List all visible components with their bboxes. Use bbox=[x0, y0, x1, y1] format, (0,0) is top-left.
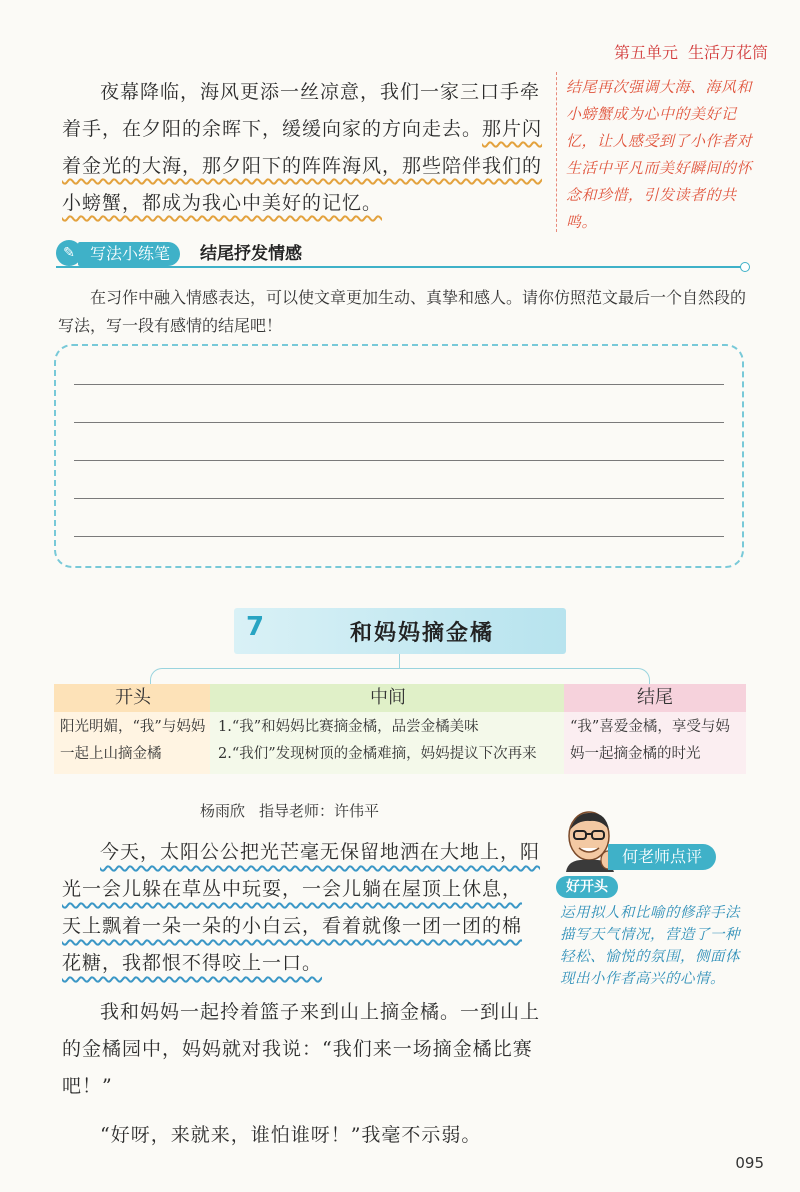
section-rule bbox=[56, 266, 744, 268]
ending-plain-text: 夜幕降临，海风更添一丝凉意，我们一家三口手牵着手，在夕阳的余晖下，缓缓向家的方向走去。 bbox=[62, 81, 541, 140]
writing-line[interactable] bbox=[74, 498, 724, 499]
section-rule-end-dot bbox=[740, 262, 750, 272]
outline-middle-text bbox=[218, 714, 564, 768]
outline-branch bbox=[150, 668, 650, 684]
practice-subtitle: 结尾抒发情感 bbox=[200, 244, 302, 264]
outline-end-text: “我”喜爱金橘，享受与妈妈一起摘金橘的时光 bbox=[570, 719, 730, 762]
outline-middle-header: 中间 bbox=[210, 684, 566, 712]
running-header bbox=[614, 40, 768, 63]
essay-paragraph-opening: 今天，太阳公公把光芒毫无保留地洒在大地上，阳光一会儿躲在草丛中玩耍，一会儿躺在屋顶上休息，天上飘着一朵一朵的小白云，看着就像一团一团的棉花糖，我都恨不得咬上一口。 bbox=[62, 841, 541, 974]
writing-line[interactable] bbox=[74, 536, 724, 537]
outline-connector bbox=[399, 654, 400, 668]
writing-line[interactable] bbox=[74, 422, 724, 423]
ending-highlight-text: 那片闪着金光的大海，那夕阳下的阵阵海风，那些陪伴我们的小螃蟹，都成为我心中美好的记忆。 bbox=[62, 118, 543, 214]
essay-ending-paragraph bbox=[62, 74, 552, 222]
author-line bbox=[200, 800, 379, 821]
essay-number: 7 bbox=[246, 612, 265, 642]
outline-middle-line: 1.“我”和妈妈比赛摘金橘，品尝金橘美味 bbox=[218, 719, 479, 735]
teacher-name: 指导老师：许伟平 bbox=[259, 802, 380, 820]
pen-icon: ✎ bbox=[56, 240, 82, 266]
essay-paragraph: 我和妈妈一起拎着篮子来到山上摘金橘。一到山上的金橘园中，妈妈就对我说：“我们来一场摘金橘比赛吧！” bbox=[62, 1001, 541, 1097]
unit-label: 第五单元 bbox=[613, 43, 678, 62]
outline-end-header: 结尾 bbox=[564, 684, 746, 712]
ending-margin-note: 结尾再次强调大海、海风和小螃蟹成为心中的美好记忆，让人感受到了小作者对生活中平凡而美好瞬间的怀念和珍惜，引发读者的共鸣。 bbox=[566, 78, 753, 231]
writing-box[interactable] bbox=[54, 344, 744, 568]
outline-start-header: 开头 bbox=[54, 684, 212, 712]
essay-title: 和妈妈摘金橘 bbox=[350, 621, 495, 646]
author-name: 杨雨欣 bbox=[200, 802, 246, 820]
writing-line[interactable] bbox=[74, 384, 724, 385]
essay-paragraph: “好呀，来就来，谁怕谁呀！”我毫不示弱。 bbox=[100, 1124, 482, 1146]
practice-tag: 写法小练笔 bbox=[78, 242, 180, 266]
note-divider bbox=[556, 72, 557, 232]
essay-body bbox=[62, 834, 540, 1166]
practice-instruction: 在习作中融入情感表达，可以使文章更加生动、真挚和感人。请你仿照范文最后一个自然段的写法，写一段有感情的结尾吧！ bbox=[58, 288, 747, 335]
page-number: 095 bbox=[735, 1154, 764, 1172]
outline-middle-line: 2.“我们”发现树顶的金橘难摘，妈妈提议下次再来 bbox=[218, 746, 537, 762]
outline-start-text: 阳光明媚，“我”与妈妈一起上山摘金橘 bbox=[60, 719, 206, 762]
teacher-comment-tag: 何老师点评 bbox=[608, 844, 716, 870]
teacher-comment-text: 运用拟人和比喻的修辞手法描写天气情况，营造了一种轻松、愉悦的氛围，侧面体现出小作者高兴的心情。 bbox=[560, 905, 740, 987]
good-opening-tag: 好开头 bbox=[556, 876, 618, 898]
writing-line[interactable] bbox=[74, 460, 724, 461]
unit-topic: 生活万花筒 bbox=[687, 43, 768, 62]
